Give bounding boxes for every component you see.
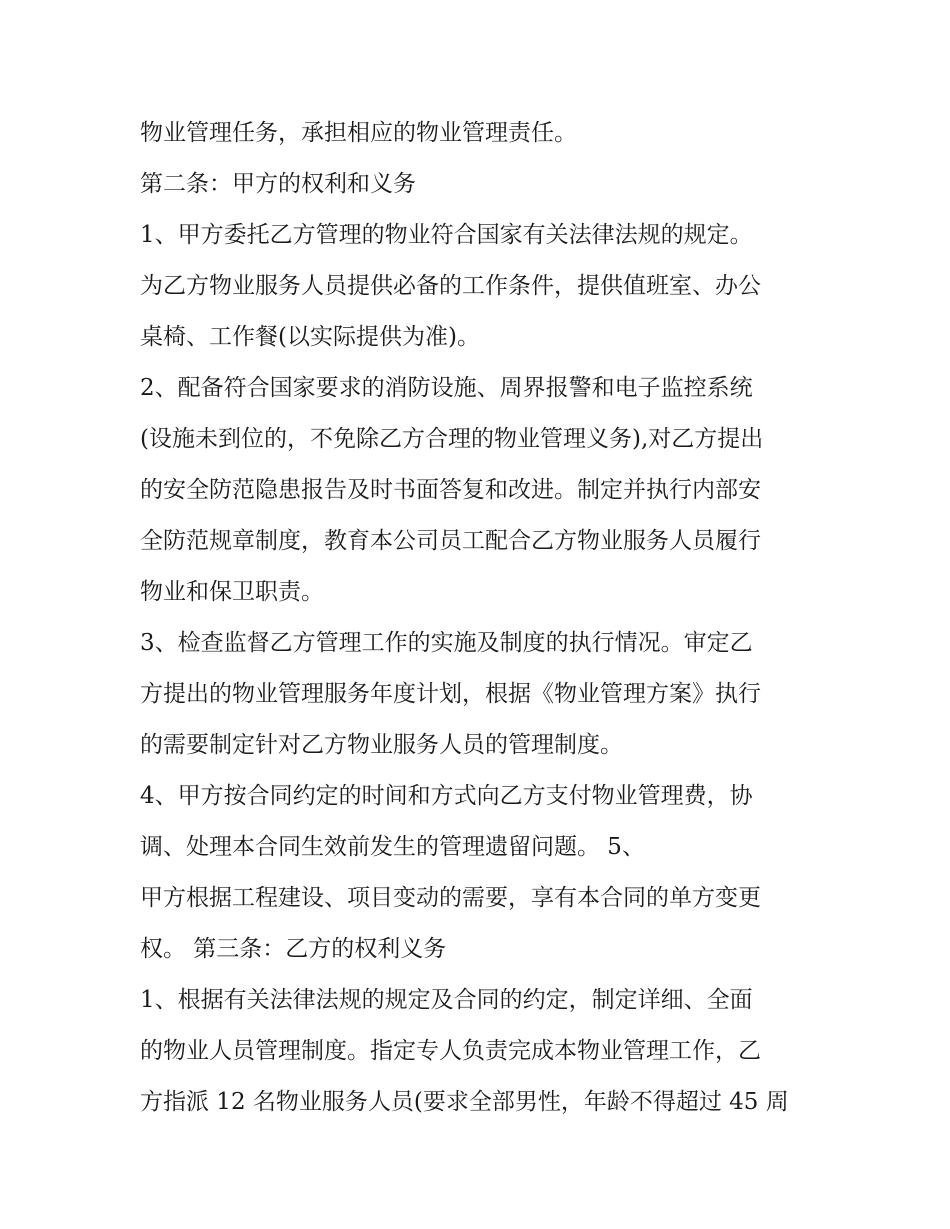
text-line: 的需要制定针对乙方物业服务人员的管理制度。 <box>140 732 623 758</box>
text-line: 3、检查监督乙方管理工作的实施及制度的执行情况。审定乙 <box>140 630 753 656</box>
text-line: 1、根据有关法律法规的规定及合同的约定，制定详细、全面 <box>140 987 753 1013</box>
text-line: 调、处理本合同生效前发生的管理遗留问题。 5、 <box>140 834 645 860</box>
text-line: 的物业人员管理制度。指定专人负责完成本物业管理工作，乙 <box>140 1038 761 1064</box>
text-line: (设施未到位的，不免除乙方合理的物业管理义务),对乙方提出 <box>140 426 764 452</box>
text-line: 2、配备符合国家要求的消防设施、周界报警和电子监控系统 <box>140 375 753 401</box>
text-line: 方提出的物业管理服务年度计划，根据《物业管理方案》执行 <box>140 681 761 707</box>
text-line: 的安全防范隐患报告及时书面答复和改进。制定并执行内部安 <box>140 477 761 503</box>
contract-text <box>140 108 820 1128</box>
text-line: 桌椅、工作餐(以实际提供为准)。 <box>140 324 480 350</box>
text-line: 全防范规章制度，教育本公司员工配合乙方物业服务人员履行 <box>140 528 761 554</box>
text-line: 方指派 12 名物业服务人员(要求全部男性，年龄不得超过 45 周 <box>140 1089 789 1115</box>
text-line: 1、甲方委托乙方管理的物业符合国家有关法律法规的规定。 <box>140 222 753 248</box>
text-line: 物业和保卫职责。 <box>140 579 324 605</box>
section-heading-party-a: 第二条：甲方的权利和义务 <box>140 171 416 197</box>
text-line: 为乙方物业服务人员提供必备的工作条件，提供值班室、办公 <box>140 273 761 299</box>
text-line: 物业管理任务，承担相应的物业管理责任。 <box>140 120 577 146</box>
section-heading-party-b: 权。 第三条：乙方的权利义务 <box>140 936 447 962</box>
text-line: 4、甲方按合同约定的时间和方式向乙方支付物业管理费，协 <box>140 783 753 809</box>
text-line: 甲方根据工程建设、项目变动的需要，享有本合同的单方变更 <box>140 885 761 911</box>
